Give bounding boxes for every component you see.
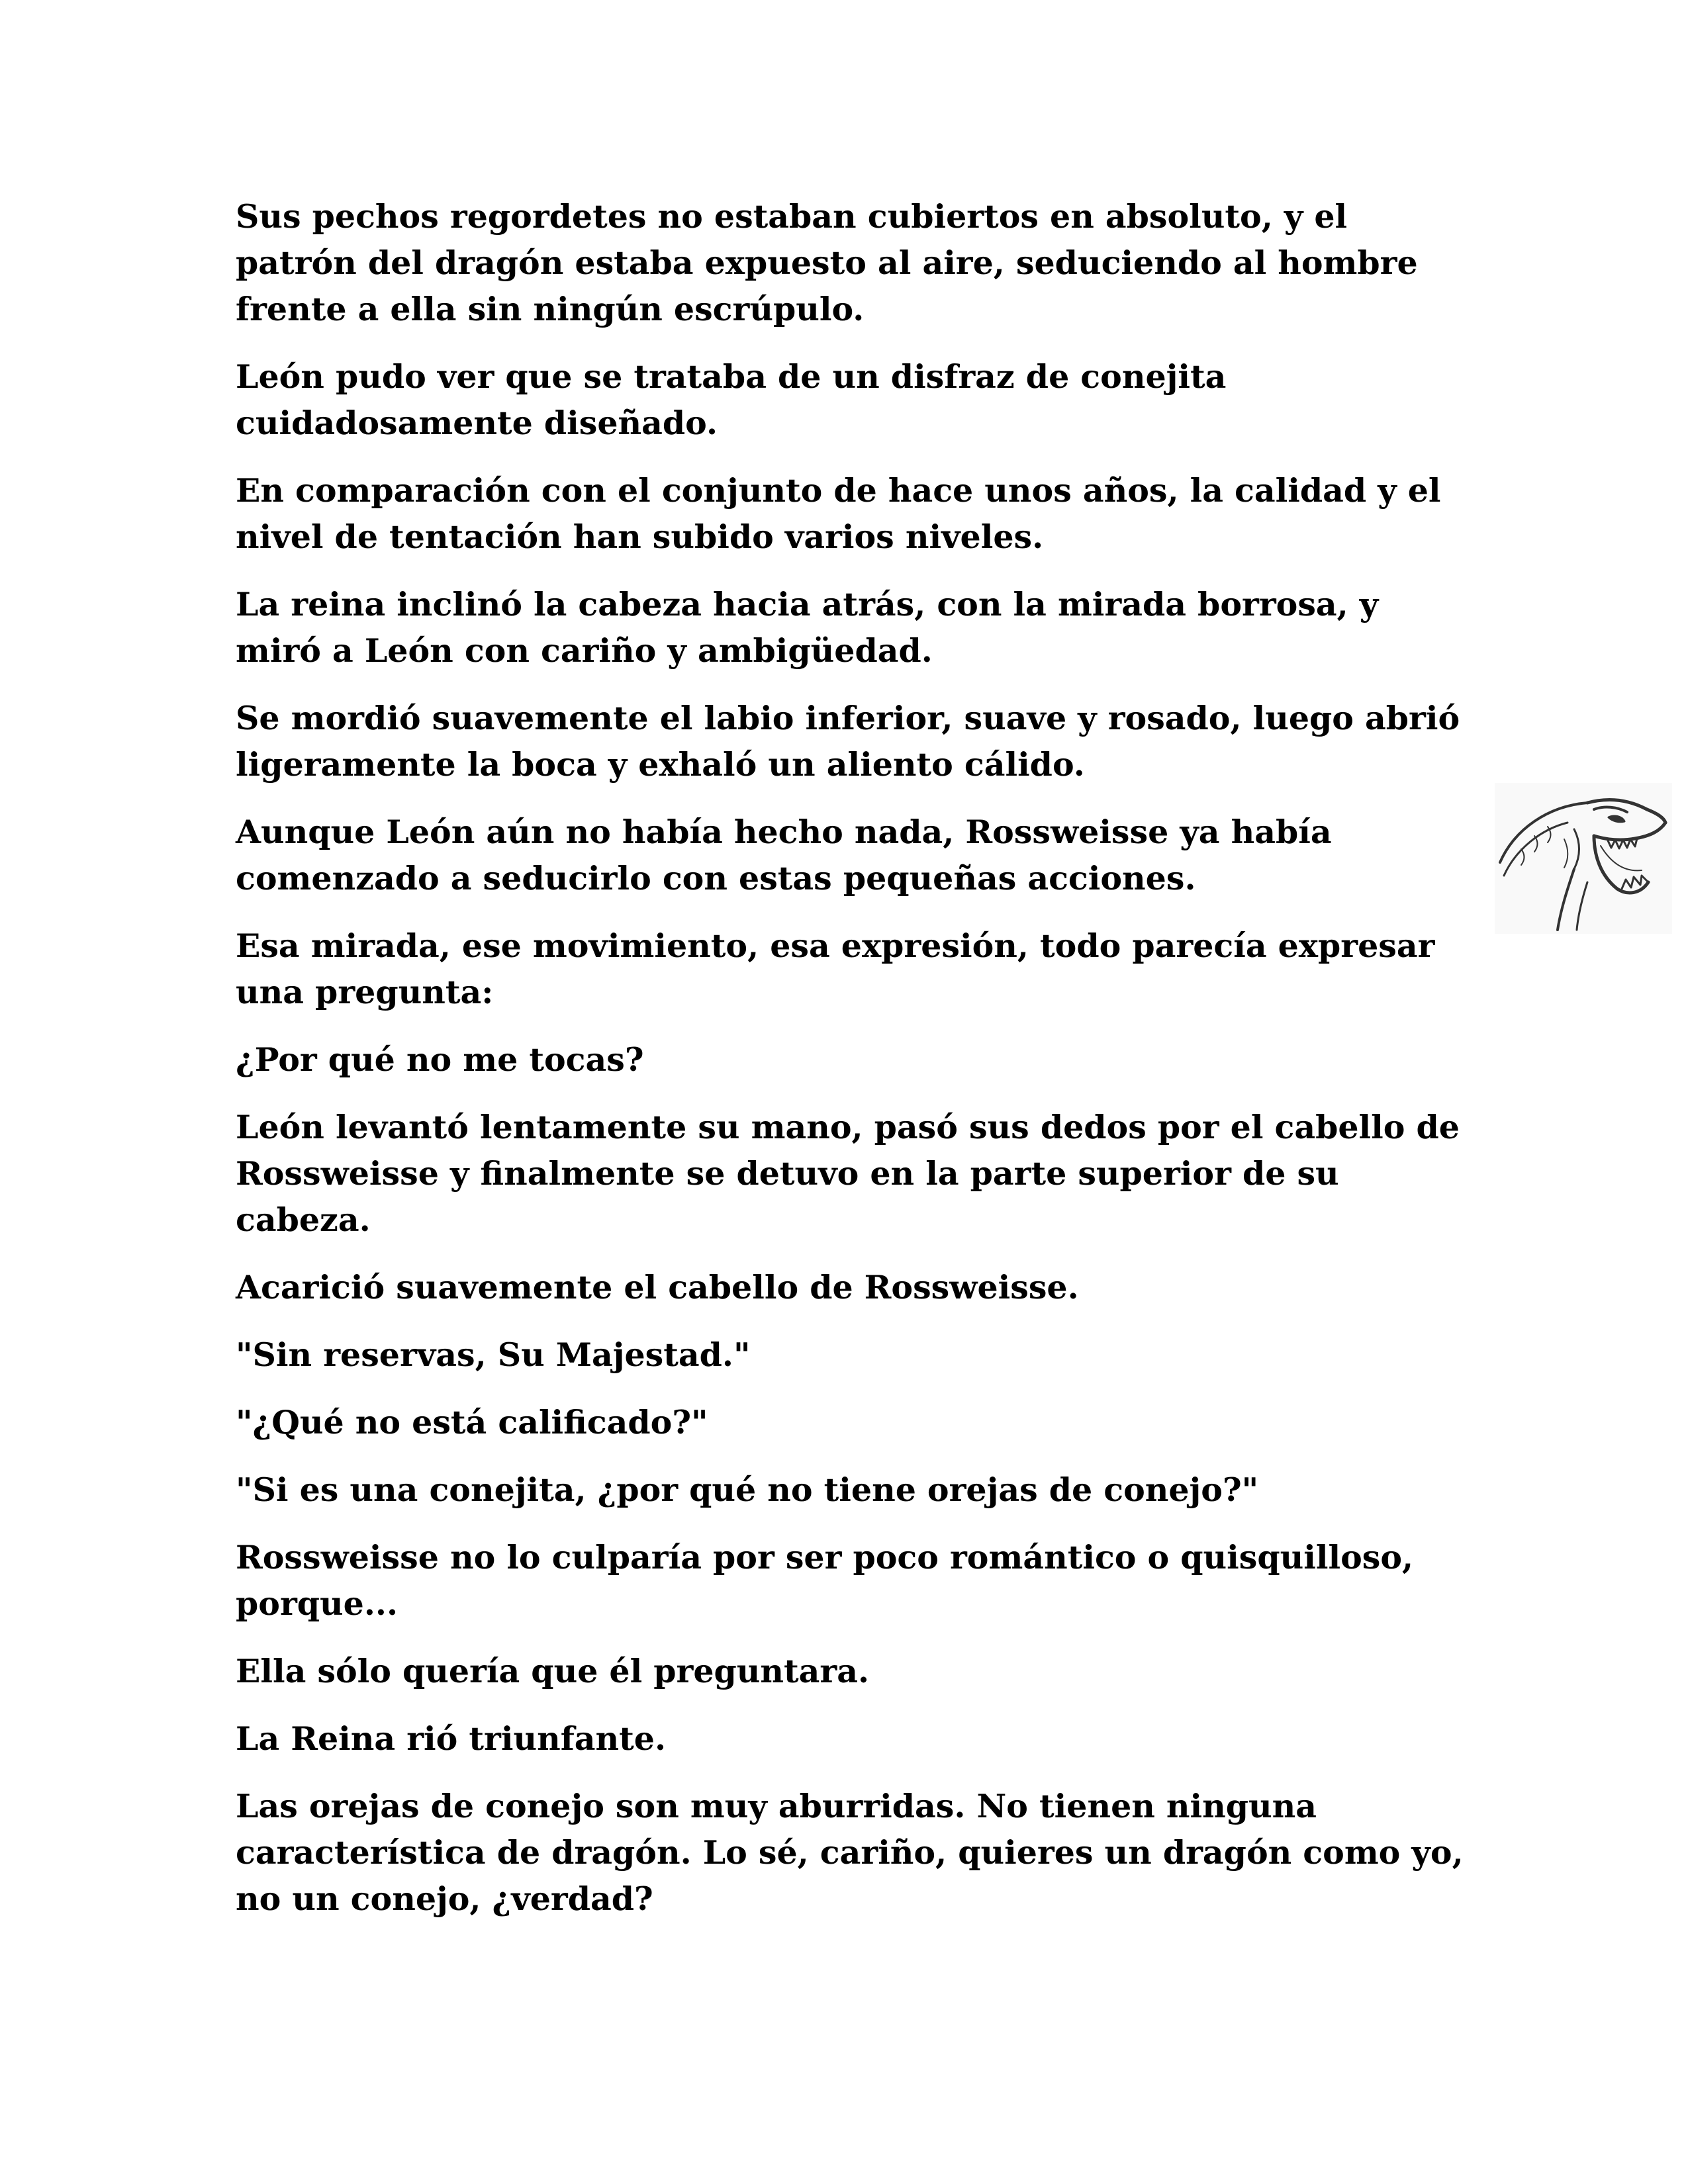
paragraph: "Si es una conejita, ¿por qué no tiene orejas de conejo?" bbox=[236, 1471, 1259, 1509]
paragraph: León pudo ver que se trataba de un disfraz de conejita cuidadosamente diseñado. bbox=[236, 357, 1227, 442]
paragraph: León levantó lentamente su mano, pasó sus dedos por el cabello de Rossweisse y finalmente se detuvo en la parte superior de su cabeza. bbox=[236, 1108, 1460, 1239]
paragraph: "Sin reservas, Su Majestad." bbox=[236, 1336, 751, 1374]
paragraph: Aunque León aún no había hecho nada, Rossweisse ya había comenzado a seducirlo con estas pequeñas acciones. bbox=[236, 813, 1332, 897]
paragraph: La reina inclinó la cabeza hacia atrás, con la mirada borrosa, y miró a León con cariño y ambigüedad. bbox=[236, 585, 1379, 670]
paragraph: "¿Qué no está calificado?" bbox=[236, 1403, 708, 1441]
paragraph: Acarició suavemente el cabello de Rossweisse. bbox=[236, 1268, 1079, 1306]
paragraph: La Reina rió triunfante. bbox=[236, 1719, 667, 1758]
paragraph: Se mordió suavemente el labio inferior, suave y rosado, luego abrió ligeramente la boca y exhaló un aliento cálido. bbox=[236, 699, 1460, 784]
paragraph: Rossweisse no lo culparía por ser poco romántico o quisquilloso, porque... bbox=[236, 1538, 1414, 1623]
paragraph: En comparación con el conjunto de hace unos años, la calidad y el nivel de tentación han subido varios niveles. bbox=[236, 471, 1441, 556]
paragraph: ¿Por qué no me tocas? bbox=[236, 1040, 644, 1079]
document-body bbox=[236, 193, 1467, 1943]
paragraph: Ella sólo quería que él preguntara. bbox=[236, 1652, 870, 1690]
paragraph: Sus pechos regordetes no estaban cubiertos en absoluto, y el patrón del dragón estaba expuesto al aire, seduciendo al hombre frente a ella sin ningún escrúpulo. bbox=[236, 197, 1418, 328]
paragraph: Las orejas de conejo son muy aburridas. No tienen ninguna característica de dragón. Lo sé, cariño, quieres un dragón como yo, no un conejo, ¿verdad? bbox=[236, 1787, 1464, 1918]
paragraph: Esa mirada, ese movimiento, esa expresión, todo parecía expresar una pregunta: bbox=[236, 927, 1435, 1011]
dragon-head-icon bbox=[1495, 783, 1672, 934]
